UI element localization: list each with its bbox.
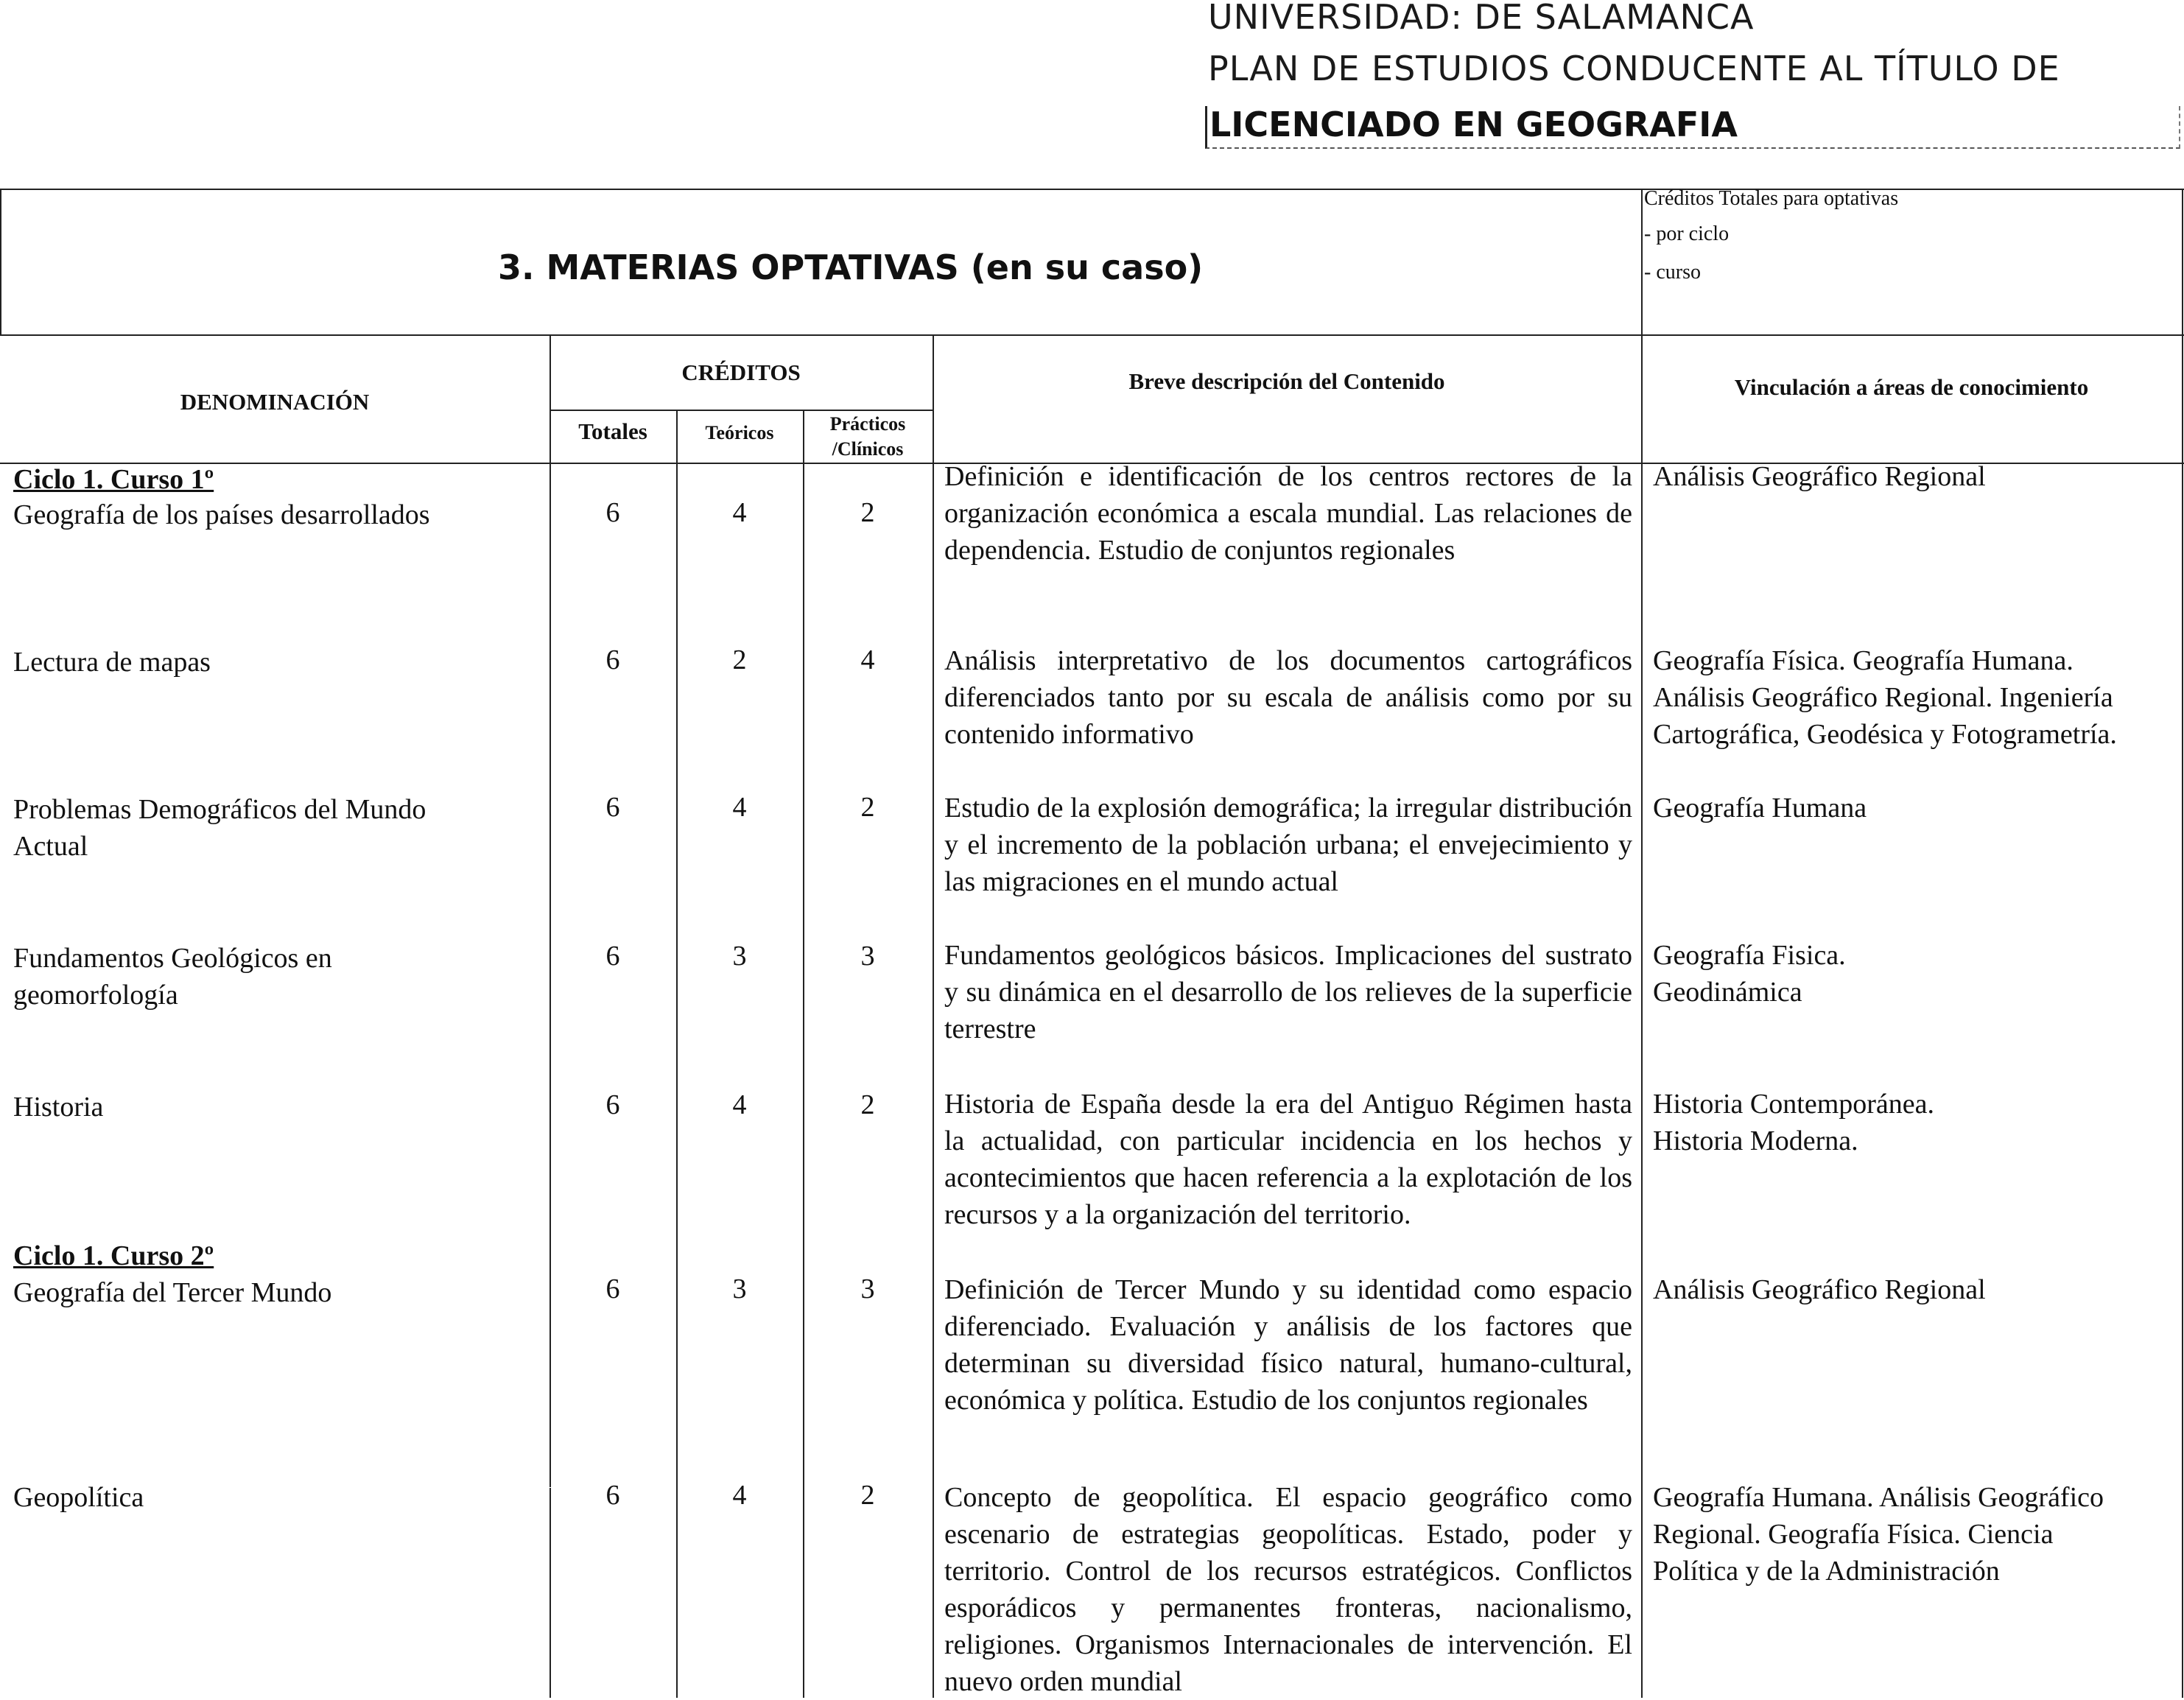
- row-description: Concepto de geopolítica. El espacio geográfico como escenario de estrategias geopolíticas. Estado, poder y territorio. Control de los recursos estratégicos. Conflictos esporádicos y permanentes fronteras, nacionalismo, religiones. Organismos Internacionales de intervención. El nuevo orden mundial: [944, 1482, 1632, 1697]
- row-description: Definición e identificación de los centros rectores de la organización económica a escala mundial. Las relaciones de dependencia. Estudio de conjuntos regionales: [944, 461, 1632, 566]
- row-area-line: Geografía Humana: [1653, 793, 1867, 823]
- header-denominacion: DENOMINACIÓN: [180, 389, 370, 415]
- creditos-subheader-line: [549, 410, 933, 411]
- row-totales: 6: [605, 1089, 620, 1120]
- col-divider-totales-lower: [549, 1488, 551, 1698]
- row-name: Historia: [13, 1092, 104, 1123]
- cycle-label-2: Ciclo 1. Curso 2º: [13, 1240, 214, 1271]
- row-totales: 6: [605, 792, 620, 823]
- row-totales: 6: [605, 1480, 620, 1511]
- row-area-line: Regional. Geografía Física. Ciencia: [1653, 1519, 2054, 1550]
- row-name: Fundamentos Geológicos en: [13, 943, 332, 974]
- col-divider-areas: [1641, 189, 1643, 1698]
- row-practicos: 2: [860, 792, 875, 823]
- row-description: Estudio de la explosión demográfica; la irregular distribución y el incremento de la población urbana; el envejecimiento y las migraciones en el mundo actual: [944, 793, 1632, 897]
- row-area-line: Historia Moderna.: [1653, 1125, 1858, 1156]
- row-teoricos: 3: [732, 941, 747, 972]
- header-totales: Totales: [578, 418, 647, 444]
- header-creditos: CRÉDITOS: [681, 359, 801, 385]
- row-description: Definición de Tercer Mundo y su identidad como espacio diferenciado. Evaluación y análisis de los factores que determinan su diversidad físico natural, humano-cultural, económica y política. Estudio de los conjuntos regionales: [944, 1274, 1632, 1416]
- row-teoricos: 2: [732, 644, 747, 675]
- row-practicos: 4: [860, 644, 875, 675]
- row-teoricos: 3: [732, 1274, 747, 1304]
- row-name: Geografía del Tercer Mundo: [13, 1277, 332, 1308]
- row-teoricos: 4: [732, 497, 747, 528]
- row-practicos: 2: [860, 1089, 875, 1120]
- header-vinculacion: Vinculación a áreas de conocimiento: [1734, 374, 2089, 400]
- header-teoricos: Teóricos: [705, 422, 774, 443]
- row-practicos: 3: [860, 941, 875, 972]
- row-area-line: Análisis Geográfico Regional: [1653, 461, 1986, 492]
- plan-heading: PLAN DE ESTUDIOS CONDUCENTE AL TÍTULO DE: [1208, 49, 2060, 88]
- row-description: Fundamentos geológicos básicos. Implicaciones del sustrato y su dinámica en el desarrollo de los relieves de la superficie terrestre: [944, 940, 1632, 1044]
- row-area-line: Geografía Humana. Análisis Geográfico: [1653, 1482, 2104, 1513]
- row-teoricos: 4: [732, 1089, 747, 1120]
- row-area-line: Geodinámica: [1653, 977, 1802, 1008]
- row-name: Lectura de mapas: [13, 647, 211, 678]
- col-divider-descripcion: [933, 334, 934, 1698]
- row-area-line: Geografía Física. Geografía Humana.: [1653, 645, 2074, 676]
- row-practicos: 3: [860, 1274, 875, 1304]
- row-area-line: Análisis Geográfico Regional. Ingeniería: [1653, 682, 2113, 713]
- table-right-border: [2182, 189, 2183, 1698]
- row-teoricos: 4: [732, 1480, 747, 1511]
- row-area-line: Política y de la Administración: [1653, 1556, 2000, 1587]
- cycle-label-1: Ciclo 1. Curso 1º: [13, 464, 214, 495]
- header-clinicos: /Clínicos: [832, 438, 904, 460]
- table-left-border: [0, 189, 1, 336]
- row-teoricos: 4: [732, 792, 747, 823]
- row-name: Geopolítica: [13, 1482, 144, 1513]
- row-name: Geografía de los países desarrollados: [13, 499, 430, 530]
- section-title: 3. MATERIAS OPTATIVAS (en su caso): [498, 247, 1204, 287]
- section-header-bottom: [0, 334, 2184, 336]
- row-description: Análisis interpretativo de los documentos cartográficos diferenciados tanto por su escala de análisis como por su contenido informativo: [944, 645, 1632, 750]
- credits-note-line2: - por ciclo: [1644, 222, 1730, 245]
- row-totales: 6: [605, 941, 620, 972]
- row-area-line: Geografía Fisica.: [1653, 940, 1846, 971]
- row-totales: 6: [605, 644, 620, 675]
- row-practicos: 2: [860, 1480, 875, 1511]
- row-totales: 6: [605, 1274, 620, 1304]
- degree-title: LICENCIADO EN GEOGRAFIA: [1209, 105, 1738, 144]
- row-name: Actual: [13, 831, 88, 862]
- header-practicos: Prácticos: [829, 413, 906, 435]
- row-area-line: Historia Contemporánea.: [1653, 1089, 1935, 1120]
- credits-note-line1: Créditos Totales para optativas: [1644, 187, 1899, 210]
- credits-note-line3: - curso: [1644, 261, 1701, 284]
- row-area-line: Cartográfica, Geodésica y Fotogrametría.: [1653, 719, 2117, 750]
- university-heading: UNIVERSIDAD: DE SALAMANCA: [1208, 0, 1755, 37]
- row-name: Problemas Demográficos del Mundo: [13, 794, 426, 825]
- row-name: geomorfología: [13, 980, 178, 1011]
- row-totales: 6: [605, 497, 620, 528]
- row-description: Historia de España desde la era del Antiguo Régimen hasta la actualidad, con particular incidencia en los hechos y acontecimientos que hacen referencia a la explotación de los recursos y a la organización del territorio.: [944, 1089, 1632, 1230]
- row-practicos: 2: [860, 497, 875, 528]
- header-descripcion: Breve descripción del Contenido: [1128, 368, 1445, 394]
- row-area-line: Análisis Geográfico Regional: [1653, 1274, 1986, 1305]
